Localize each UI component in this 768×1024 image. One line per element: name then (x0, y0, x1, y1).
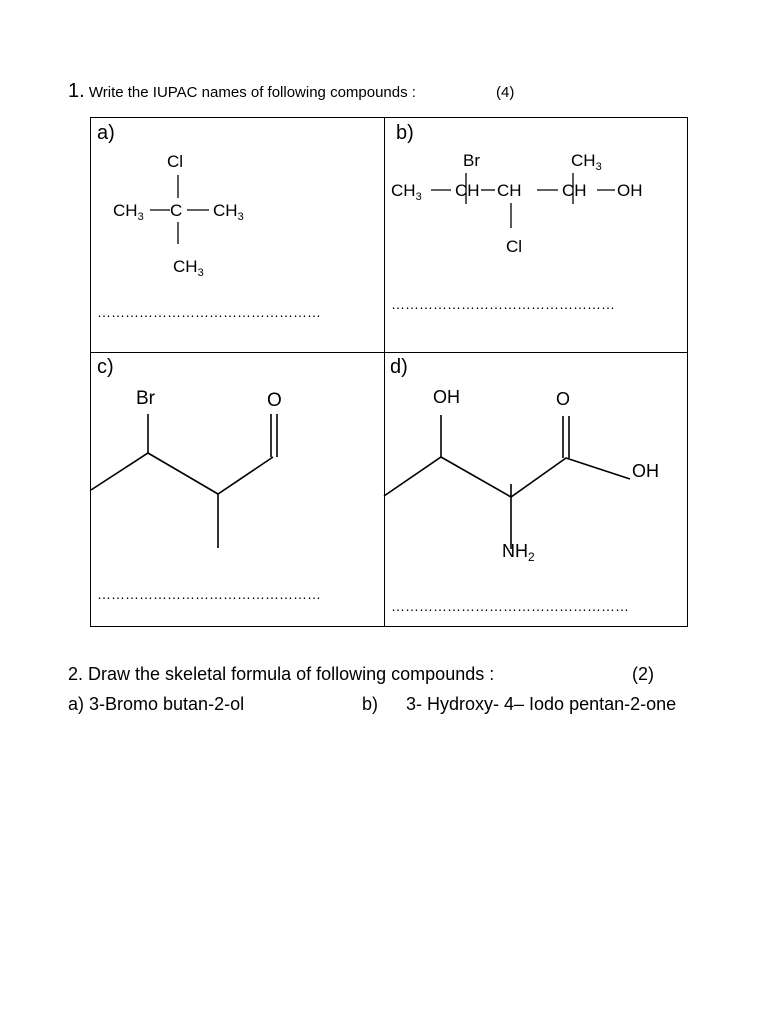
atom-ch-2: CH (497, 181, 522, 200)
atom-ch3-bottom: $CH_3$ (173, 257, 204, 279)
atom-ch-1: CH (455, 181, 480, 200)
atom-oh-top: OH (433, 387, 460, 407)
atom-nh2: $NH_2$ (502, 541, 535, 564)
answer-blank-b: ………………………………………… (391, 296, 615, 312)
atom-ch-3: CH (562, 181, 587, 200)
atom-oh-right: OH (632, 461, 659, 481)
atom-ch3-left: $CH_3$ (113, 201, 144, 223)
question-2-heading (68, 664, 654, 685)
carbon-chain (91, 453, 273, 494)
atom-cl: Cl (506, 237, 523, 256)
atom-ch3-left: $CH_3$ (391, 181, 422, 203)
cell-d-label: d) (390, 356, 408, 378)
question-marks: (2) (632, 664, 654, 684)
question-2-part-b: 3- Hydroxy- 4– Iodo pentan-2-one (406, 694, 677, 714)
question-2-part-a: a) 3-Bromo butan-2-ol (68, 694, 245, 714)
atom-oh: OH (617, 181, 643, 200)
answer-blank-c: ………………………………………… (97, 586, 321, 602)
structure-c (91, 353, 384, 628)
structure-d (384, 353, 689, 628)
atom-br: Br (136, 388, 155, 409)
question-2-part-b-label: b) (362, 694, 379, 714)
question-text: Draw the skeletal formula of following compounds : (88, 664, 495, 684)
answer-blank-d: …………………………………………… (391, 598, 629, 614)
atom-o: O (556, 389, 571, 409)
cell-a-label: a) (97, 122, 115, 144)
question-number: 2. (68, 664, 84, 684)
answer-blank-a: ………………………………………… (97, 304, 321, 320)
carbon-chain (384, 457, 630, 497)
question-marks: (4) (496, 84, 515, 101)
atom-br: Br (463, 151, 480, 170)
atom-c: C (170, 201, 183, 220)
atom-ch3-top: $CH_3$ (571, 151, 602, 173)
atom-ch3-right: $CH_3$ (213, 201, 244, 223)
structure-a (91, 118, 384, 352)
cell-c-label: c) (97, 356, 114, 378)
structure-b (384, 118, 689, 352)
question-number: 1. (68, 80, 85, 102)
question-1-heading (68, 80, 515, 103)
atom-cl: Cl (167, 152, 184, 171)
compound-grid (90, 117, 688, 627)
cell-b-label: b) (396, 122, 414, 144)
atom-o: O (267, 390, 282, 411)
question-text: Write the IUPAC names of following compounds : (88, 84, 416, 101)
